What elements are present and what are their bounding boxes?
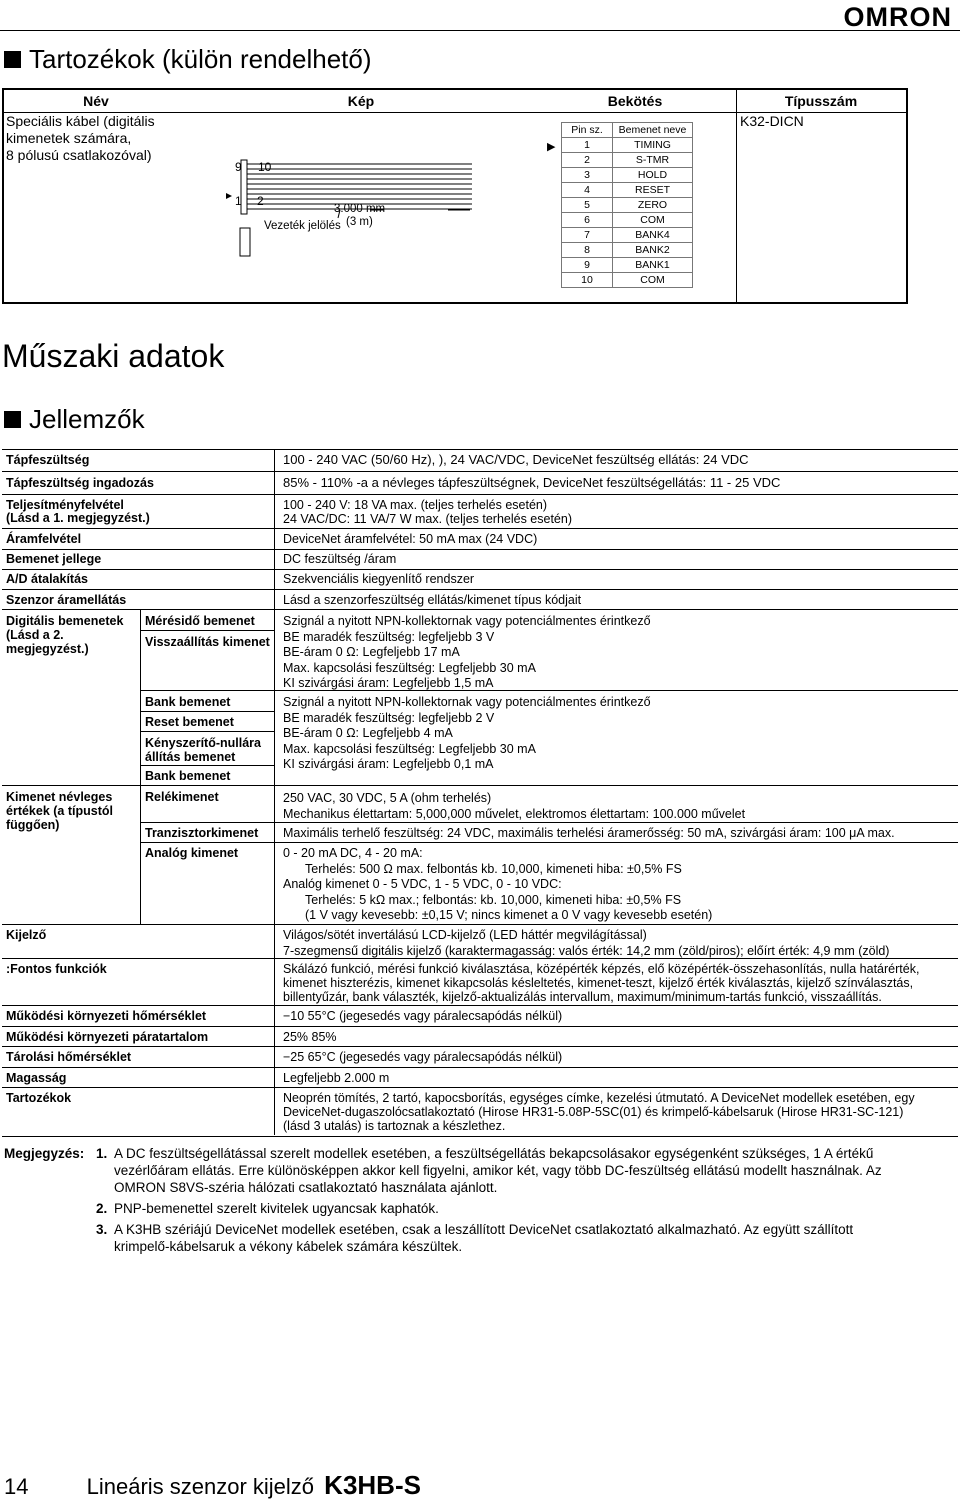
value-ad: Szekvenciális kiegyenlítő rendszer xyxy=(283,572,475,586)
row-divider xyxy=(140,842,958,843)
value-fontos-line: Skálázó funkció, mérési funkció kiválasztása, középérték képzés, elő középérték-összehasonlítás, nulla határérték, xyxy=(283,962,920,976)
pin-header-cell: Bemenet neve xyxy=(613,123,693,138)
value-dig1-line: BE-áram 0 Ω: Legfeljebb 17 mA xyxy=(283,645,460,659)
row-divider xyxy=(2,785,958,786)
col-divider xyxy=(140,609,141,924)
label-kenyszer xyxy=(145,736,261,764)
square-bullet-icon xyxy=(4,411,21,428)
page-number: 14 xyxy=(4,1474,29,1499)
label-bemenet: Bemenet jellege xyxy=(6,552,102,566)
footer-title: Lineáris szenzor kijelző xyxy=(86,1474,315,1499)
accessory-table-header xyxy=(4,90,906,113)
cable-name-line: kimenetek számára, xyxy=(6,130,132,146)
value-tar-hom: −25 65°C (jegesedés vagy páralecsapódás nélkül) xyxy=(283,1050,563,1064)
label-muk-para: Működési környezeti páratartalom xyxy=(6,1030,209,1044)
pin10-label: 10 xyxy=(258,160,272,174)
pin-number: 4 xyxy=(562,183,613,198)
label-tapfesz: Tápfeszültség xyxy=(6,453,90,467)
pin-number: 5 xyxy=(562,198,613,213)
pin-row xyxy=(562,243,693,258)
pin-signal: BANK1 xyxy=(613,258,693,273)
footer-model: K3HB-S xyxy=(324,1470,421,1500)
label-kim xyxy=(6,790,113,832)
value-tartozekok-line: (lásd 3 utalás) is tartoznak a készlethez. xyxy=(283,1119,506,1133)
note-2: PNP-bemenettel szerelt kivitelek ugyancsak kaphatók. xyxy=(114,1201,439,1216)
value-fontos-line: billentyűzár, bank választék, kijelző-aktualizálás intervallum, maximum/minimum-tartás funkció, visszaállítás. xyxy=(283,990,882,1004)
label-reset: Reset bemenet xyxy=(145,715,234,729)
note-3-number: 3. xyxy=(96,1222,108,1237)
label-magassag: Magasság xyxy=(6,1071,67,1085)
col-wiring: Bekötés xyxy=(607,93,663,109)
col-divider xyxy=(736,90,737,302)
label-aram: Áramfelvétel xyxy=(6,532,82,546)
pin-number: 1 xyxy=(562,138,613,153)
pin-row xyxy=(562,258,693,273)
value-tartozekok-line: Neoprén tömítés, 2 tartó, kapocsborítás, egységes címke, kezelési útmutató. A DeviceNet modellek esetében, egy xyxy=(283,1091,915,1105)
value-aram: DeviceNet áramfelvétel: 50 mA max (24 VDC) xyxy=(283,532,538,546)
value-dig1-line: KI szivárgási áram: Legfeljebb 1,5 mA xyxy=(283,676,494,690)
label-szenzor: Szenzor áramellátás xyxy=(6,593,127,607)
pin-number: 8 xyxy=(562,243,613,258)
label-bank: Bank bemenet xyxy=(145,695,231,709)
pin9-label: 9 xyxy=(235,160,242,174)
label-tartozekok: Tartozékok xyxy=(6,1091,72,1105)
pin-signal: BANK2 xyxy=(613,243,693,258)
pin2-label: 2 xyxy=(257,194,264,208)
pin-row xyxy=(562,198,693,213)
pin-row xyxy=(562,138,693,153)
pin-header-cell: Pin sz. xyxy=(562,123,613,138)
value-kijelzo xyxy=(283,928,889,959)
value-telj-line: 24 VAC/DC: 11 VA/7 W max. (teljes terhelés esetén) xyxy=(283,512,573,526)
label-rele: Relékimenet xyxy=(145,790,219,804)
length-label: 3.000 mm xyxy=(334,203,386,215)
pin-signal: ZERO xyxy=(613,198,693,213)
row-divider xyxy=(2,528,958,529)
value-rele-line: 250 VAC, 30 VDC, 5 A (ohm terhelés) xyxy=(283,791,492,805)
value-analog-line: Analóg kimenet 0 - 5 VDC, 1 - 5 VDC, 0 - 10 VDC: xyxy=(283,877,562,891)
label-ad: A/D átalakítás xyxy=(6,572,88,586)
label-kijelzo: Kijelző xyxy=(6,928,47,942)
value-telj-line: 100 - 240 V: 18 VA max. (teljes terhelés esetén) xyxy=(283,498,548,512)
value-kijelzo-line: Világos/sötét invertálású LCD-kijelző (LED háttér megvilágítással) xyxy=(283,928,647,942)
value-szenzor: Lásd a szenzorfeszültség ellátás/kimenet típus kódjait xyxy=(283,593,582,607)
value-kijelzo-line: 7-szegmensű digitális kijelző (karaktermagasság: valós érték: 14,2 mm (zöld/piros); előírt érték: 4,9 mm (zöld) xyxy=(283,943,890,958)
row-divider xyxy=(2,494,958,495)
row-divider xyxy=(2,609,958,610)
features-heading-text: Jellemzők xyxy=(29,404,145,434)
accessories-heading-text: Tartozékok (külön rendelhető) xyxy=(29,44,372,74)
value-fontos-line: kimenet hiszterézis, kimenet kikapcsolás késleltetés, kimenet-teszt, kijelző érték kiválasztás, kijelző színválasztás, xyxy=(283,976,914,990)
pin-table xyxy=(561,122,693,288)
pin-number: 7 xyxy=(562,228,613,243)
value-analog-line: Terhelés: 500 Ω max. felbontás kb. 10,000, kimeneti hiba: ±0,5% FS xyxy=(305,861,682,876)
pin-row xyxy=(562,168,693,183)
cable-name-line: 8 pólusú csatlakozóval) xyxy=(6,147,152,163)
value-dig2 xyxy=(283,695,651,773)
tech-title: Műszaki adatok xyxy=(2,338,225,374)
value-dig1-line: Max. kapcsolási feszültség: Legfeljebb 30 mA xyxy=(283,660,536,675)
row-divider xyxy=(2,471,958,472)
pin-table-header xyxy=(562,123,693,138)
pin-number: 10 xyxy=(562,273,613,288)
pin-number: 9 xyxy=(562,258,613,273)
label-meresido: Mérésidő bemenet xyxy=(145,614,255,628)
pin-signal: TIMING xyxy=(613,138,693,153)
col-image: Kép xyxy=(347,93,375,109)
label-analog: Analóg kimenet xyxy=(145,846,239,860)
value-rele-line: Mechanikus élettartam: 5,000,000 művelet, elektromos élettartam: 100.000 művelet xyxy=(283,807,746,821)
row-divider xyxy=(140,731,274,732)
wire-marking-label: Vezeték jelölés xyxy=(264,220,341,232)
label-tar-hom: Tárolási hőmérséklet xyxy=(6,1050,132,1064)
pin-signal: HOLD xyxy=(613,168,693,183)
row-divider xyxy=(140,822,958,823)
square-bullet-icon xyxy=(4,51,21,68)
label-ingadozas: Tápfeszültség ingadozás xyxy=(6,476,154,490)
pin-row xyxy=(562,213,693,228)
value-dig2-line: Max. kapcsolási feszültség: Legfeljebb 30 mA xyxy=(283,741,536,756)
note-3-line: krimpelő-kábelsaruk a vékony kábelek számára készültek. xyxy=(114,1239,463,1254)
label-dig xyxy=(6,614,123,656)
label-kim-line: értékek (a típustól xyxy=(6,804,113,818)
label-fontos: :Fontos funkciók xyxy=(6,962,107,976)
value-tartozekok-line: DeviceNet-dugaszolócsatlakoztató (Hirose HR31-5.08P-5SC(01) és krimpelő-kábelsaruk (Hirose HR31-SC-121) xyxy=(283,1105,904,1119)
value-dig2-line: Szignál a nyitott NPN-kollektornak vagy potenciálmentes érintkező xyxy=(283,695,651,709)
row-divider xyxy=(2,1026,958,1027)
value-dig2-line: BE-áram 0 Ω: Legfeljebb 4 mA xyxy=(283,726,453,740)
pin-signal: RESET xyxy=(613,183,693,198)
label-dig-line: Digitális bemenetek xyxy=(6,614,124,628)
pin-row xyxy=(562,273,693,288)
value-dig1-line: BE maradék feszültség: legfeljebb 3 V xyxy=(283,629,495,644)
value-dig2-line: KI szivárgási áram: Legfeljebb 0,1 mA xyxy=(283,757,494,771)
pin1-label: 1 xyxy=(235,194,242,208)
row-divider xyxy=(140,765,274,766)
label-muk-hom: Működési környezeti hőmérséklet xyxy=(6,1009,207,1023)
label-visszaallitas: Visszaállítás kimenet xyxy=(145,635,270,649)
label-dig-line: (Lásd a 2. xyxy=(6,628,64,642)
value-telj xyxy=(283,498,572,526)
note-3-line: A K3HB szériájú DeviceNet modellek esetében, csak a leszállított DeviceNet csatlakoztató alkalmazható. Az együtt szállított xyxy=(114,1222,854,1237)
value-rele xyxy=(283,790,745,822)
value-analog-line: (1 V vagy kevesebb: ±0,15 V; nincs kimenet a 0 V vagy kevesebb esetén) xyxy=(305,908,713,922)
label-kim-line: függően) xyxy=(6,818,60,832)
label-telj: Teljesítményfelvétel xyxy=(6,498,124,512)
footer xyxy=(4,1470,421,1501)
pin-number: 3 xyxy=(562,168,613,183)
value-tranz: Maximális terhelő feszültség: 24 VDC, maximális terhelési áramerősség: 50 mA, szivárgási áram: 100 μA max. xyxy=(283,826,895,840)
pin-signal: BANK4 xyxy=(613,228,693,243)
value-analog-line: 0 - 20 mA DC, 4 - 20 mA: xyxy=(283,846,423,860)
value-tapfesz: 100 - 240 VAC (50/60 Hz), ), 24 VAC/VDC, DeviceNet feszültség ellátás: 24 VDC xyxy=(283,452,749,467)
pin-number: 6 xyxy=(562,213,613,228)
pin-row xyxy=(562,228,693,243)
note-2-number: 2. xyxy=(96,1201,108,1216)
label-kenyszer-line: állítás bemenet xyxy=(145,750,236,764)
row-divider xyxy=(2,924,958,925)
row-divider xyxy=(140,711,274,712)
pin-row xyxy=(562,153,693,168)
col-type: Típusszám xyxy=(784,93,858,109)
label-bank2: Bank bemenet xyxy=(145,769,231,783)
label-telj-note: (Lásd a 1. megjegyzést.) xyxy=(6,511,150,525)
notes-label: Megjegyzés: xyxy=(4,1146,85,1161)
row-divider xyxy=(2,1087,958,1088)
note-3 xyxy=(114,1221,956,1255)
value-dig2-line: BE maradék feszültség: legfeljebb 2 V xyxy=(283,710,495,725)
pin-signal: COM xyxy=(613,213,693,228)
row-divider xyxy=(2,569,958,570)
value-fontos xyxy=(283,962,919,1004)
row-divider xyxy=(2,589,958,590)
label-kim-line: Kimenet névleges xyxy=(6,790,113,804)
value-tartozekok xyxy=(283,1091,915,1133)
note-1-line: A DC feszültségellátással szerelt modellek esetében, a feszültségellátás bekapcsolásakor egységenként szükséges, 1 A értékű xyxy=(114,1146,874,1161)
row-divider xyxy=(2,1046,958,1047)
cable-name xyxy=(6,113,155,164)
col-name: Név xyxy=(83,93,109,109)
value-muk-hom: −10 55°C (jegesedés vagy páralecsapódás nélkül) xyxy=(283,1009,563,1023)
value-analog xyxy=(283,846,712,924)
value-magassag: Legfeljebb 2.000 m xyxy=(283,1071,390,1085)
value-bemenet: DC feszültség /áram xyxy=(283,552,397,566)
row-divider xyxy=(2,1067,958,1068)
top-divider xyxy=(0,30,960,31)
model-number: K32-DICN xyxy=(740,113,804,129)
label-tranz: Tranzisztorkimenet xyxy=(145,826,259,840)
arrow-right-icon: ▶ xyxy=(547,141,556,153)
note-1-line: vezérlőáram ellátás. Erre különösképpen akkor kell figyelni, amikor két, vagy több DC-feszültség ellátású modellt használnak. Az xyxy=(114,1163,882,1178)
features-heading xyxy=(4,404,145,435)
row-divider xyxy=(2,549,958,550)
label-kenyszer-line: Kényszerítő-nullára xyxy=(145,736,262,750)
cable-name-line: Speciális kábel (digitális xyxy=(6,113,155,129)
note-1-number: 1. xyxy=(96,1146,108,1161)
accessories-heading xyxy=(4,44,372,75)
value-dig1 xyxy=(283,614,651,692)
note-1-line: OMRON S8VS-széria hálózati csatlakoztató használata ajánlott. xyxy=(114,1180,498,1195)
col-divider xyxy=(274,449,275,1135)
pin-signal: COM xyxy=(613,273,693,288)
row-divider xyxy=(140,630,274,631)
row-divider xyxy=(2,1005,958,1006)
value-muk-para: 25% 85% xyxy=(283,1030,337,1044)
length-m-label: (3 m) xyxy=(346,216,373,228)
note-1 xyxy=(114,1145,956,1196)
value-analog-line: Terhelés: 5 kΩ max.; felbontás: kb. 10,000, kimeneti hiba: ±0,5% FS xyxy=(305,892,682,907)
pin-number: 2 xyxy=(562,153,613,168)
value-dig1-line: Szignál a nyitott NPN-kollektornak vagy potenciálmentes érintkező xyxy=(283,614,651,628)
pin-signal: S-TMR xyxy=(613,153,693,168)
omron-logo: OMRON xyxy=(843,2,952,32)
pin-row xyxy=(562,183,693,198)
label-dig-line: megjegyzést.) xyxy=(6,642,89,656)
value-ingadozas: 85% - 110% -a a névleges tápfeszültségnek, DeviceNet feszültségellátás: 11 - 25 VDC xyxy=(283,475,781,490)
